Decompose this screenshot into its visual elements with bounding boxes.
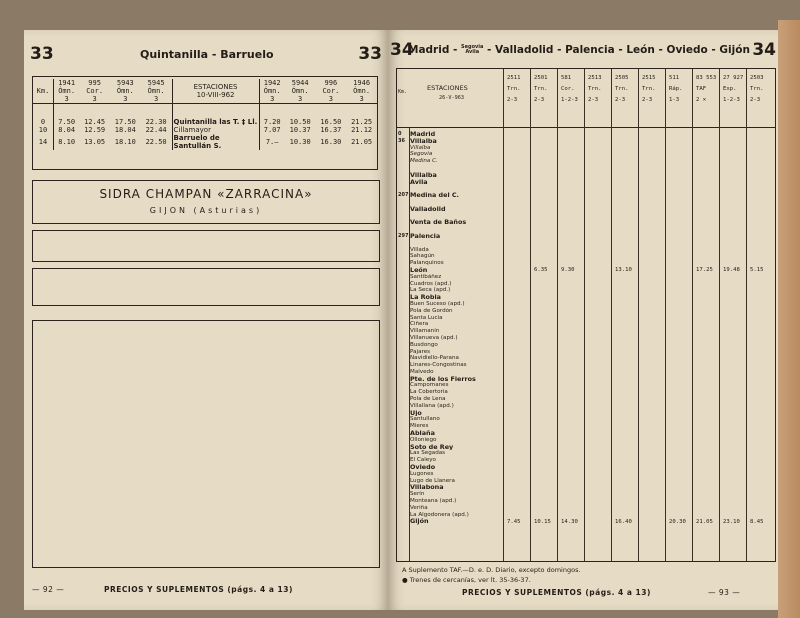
title-segovia: Segovia [461, 44, 484, 50]
station-name: Veriña [410, 504, 428, 511]
train-kind: Ómn. [116, 87, 134, 95]
column-line [665, 69, 666, 561]
column-line [503, 69, 504, 561]
station-row [398, 247, 502, 254]
station-row [398, 315, 502, 322]
train-number: 2511 [507, 75, 521, 81]
station-name: Villabona [410, 484, 444, 492]
page-title [408, 44, 750, 56]
station-name: Gijón [410, 518, 429, 526]
station-row [398, 382, 502, 389]
time-cell: 16.40 [615, 518, 632, 525]
timetable [33, 79, 377, 150]
time-cell: 21.05 [351, 137, 373, 146]
column-line [611, 69, 612, 561]
time-cell: 17.25 [696, 267, 713, 273]
train-number: 27 927 [723, 75, 744, 81]
train-class: 3 [270, 95, 275, 103]
station-row [398, 355, 502, 362]
station-row [398, 410, 502, 417]
station-row [398, 260, 502, 267]
train-kind: TAF [696, 86, 707, 92]
stations-header [172, 79, 259, 104]
table-row [33, 118, 377, 126]
station-name: Villanueva (apd.) [410, 334, 458, 341]
station-name: Villalba [410, 144, 431, 151]
train-class: 3 [123, 95, 128, 103]
station-name: Segovia [410, 151, 433, 158]
station-row [398, 185, 502, 192]
station-row [398, 172, 502, 179]
station-name: Lugones [410, 470, 434, 477]
stations-date: 10-VIII-962 [196, 91, 235, 99]
train-kind: Exp. [723, 86, 737, 92]
train-number: 2513 [588, 75, 602, 81]
station-name: Barruelo de Santullán [173, 133, 220, 150]
km-header: Km. [33, 79, 54, 104]
time-cell: 10.50 [289, 117, 311, 126]
train-kind: Trn. [750, 86, 764, 92]
train-class: 2-3 [615, 97, 626, 103]
page-footer: PRECIOS Y SUPLEMENTOS (págs. 4 a 13) [104, 585, 293, 594]
station-row [398, 213, 502, 220]
train-class: 2-3 [534, 97, 545, 103]
station-row [398, 226, 502, 233]
station-name: Pola de Gordón [410, 307, 453, 314]
train-number: 1941 [58, 79, 76, 87]
station-row [398, 396, 502, 403]
station-name: Malvedo [410, 368, 434, 375]
station-name: Ciñera [410, 321, 429, 328]
station-row [398, 158, 502, 165]
time-cell: 22.30 [141, 118, 172, 126]
title-avila: Avila [465, 49, 480, 55]
quintanilla-table [32, 76, 378, 170]
station-row [398, 199, 502, 206]
time-cell: 8.04 [58, 125, 76, 134]
footer-page-number: — 93 — [708, 588, 741, 597]
station-name: Madrid [410, 131, 436, 138]
time-cell: 18.10 [114, 137, 136, 146]
station-row [398, 219, 502, 226]
station-row [398, 444, 502, 451]
station-row [398, 138, 502, 145]
station-row [398, 349, 502, 356]
time-cell: 12.45 [84, 117, 106, 126]
column-line [557, 69, 558, 561]
train-kind: Ráp. [669, 86, 683, 92]
time-cell: 10.15 [534, 518, 551, 525]
train-number: 2505 [615, 75, 629, 81]
time-cell: 12.59 [84, 125, 106, 134]
time-cell: 19.48 [723, 267, 740, 273]
station-name: Pajares [410, 348, 431, 355]
station-row [398, 471, 502, 478]
station-name: Medina del C. [410, 192, 459, 199]
page-number-right: 34 [752, 40, 776, 60]
time-cell: 16.50 [320, 117, 342, 126]
station-name: La Seca (apd.) [410, 287, 451, 294]
station-row [398, 369, 502, 376]
column-line [584, 69, 585, 561]
station-cell [172, 118, 259, 126]
station-list [398, 131, 502, 525]
time-cell: 13.05 [84, 137, 106, 146]
table-row [33, 134, 377, 150]
km-cell: 297 [398, 232, 409, 239]
train-kind: Ómn. [291, 87, 309, 95]
time-cell: 9.30 [561, 267, 575, 273]
station-name: Avila [410, 178, 428, 186]
km-cell: 0 [33, 118, 54, 126]
advert-box [32, 180, 380, 224]
time-cell: 13.10 [615, 267, 632, 273]
time-cell: 14.30 [561, 518, 578, 525]
station-name: Linares-Congostinas [410, 362, 467, 369]
km-cell: 14 [33, 134, 54, 150]
time-cell: 21.25 [351, 117, 373, 126]
train-class: 1-2-3 [723, 97, 740, 103]
page-number: 34 [390, 40, 414, 60]
train-kind: Cor. [561, 86, 575, 92]
station-row [398, 498, 502, 505]
station-name: Villamanín [410, 328, 440, 335]
train-class: 2-3 [642, 97, 653, 103]
station-row [398, 484, 502, 491]
stations-date: 26-V-963 [439, 95, 464, 101]
time-cell: 8.45 [750, 518, 764, 525]
station-name: Pola de Lena [410, 396, 446, 403]
station-row [398, 165, 502, 172]
time-cell: 18.04 [114, 125, 136, 134]
station-row [398, 328, 502, 335]
station-row [398, 389, 502, 396]
station-name: Santibáñez [410, 273, 442, 280]
time-cell: 22.44 [141, 126, 172, 134]
station-name: Villallana (apd.) [410, 402, 454, 409]
column-line [530, 69, 531, 561]
station-row [398, 362, 502, 369]
station-name: Mieres [410, 423, 429, 430]
time-cell: 22.50 [141, 134, 172, 150]
station-row [398, 274, 502, 281]
train-kind: Ómn. [58, 87, 76, 95]
time-cell: 17.50 [114, 117, 136, 126]
train-number: 5944 [291, 79, 309, 87]
station-row [398, 518, 502, 525]
station-name: Palanquinos [410, 260, 444, 267]
station-cell [172, 134, 259, 150]
station-row [398, 335, 502, 342]
station-row [398, 240, 502, 247]
station-name: León [410, 266, 428, 274]
station-row [398, 423, 502, 430]
station-row [398, 287, 502, 294]
time-cell: 16.37 [320, 125, 342, 134]
km-cell: 10 [33, 126, 54, 134]
title-part: - Valladolid - Palencia - León - Oviedo - Gijón [487, 44, 750, 56]
title-branch [461, 45, 483, 55]
station-cell [172, 126, 259, 134]
train-number: 995 [88, 79, 101, 87]
train-class: 2-3 [588, 97, 599, 103]
station-row [398, 301, 502, 308]
right-page [388, 30, 780, 610]
time-cell: 10.30 [289, 137, 311, 146]
station-row [398, 437, 502, 444]
station-name: Oviedo [410, 464, 436, 471]
train-class: 2-3 [507, 97, 518, 103]
station-row [398, 308, 502, 315]
train-kind: Trn. [588, 86, 602, 92]
station-name: La Robla [410, 294, 441, 301]
station-name: Quintanilla las T. ‡ [173, 117, 246, 126]
right-header [390, 40, 776, 64]
station-name: Serín [410, 491, 425, 498]
train-number: 83 553 [696, 75, 717, 81]
train-class: 1-3 [669, 97, 680, 103]
station-row [398, 145, 502, 152]
time-cell: 8.10 [58, 137, 76, 146]
left-page [24, 30, 388, 610]
page-number-right: 33 [358, 44, 382, 64]
blank-box [32, 268, 380, 306]
station-name: Monteana (apd.) [410, 498, 457, 505]
station-row [398, 342, 502, 349]
time-cell: 21.05 [696, 518, 713, 525]
train-kind: Trn. [534, 86, 548, 92]
km-header: Km. [398, 89, 408, 95]
station-name: La Algodonera (apd.) [410, 511, 469, 518]
train-class: 3 [328, 95, 333, 103]
station-name: Medina C. [410, 158, 438, 165]
column-line [719, 69, 720, 561]
station-name: Santa Lucía [410, 314, 443, 321]
advert-subtitle: GIJON (Asturias) [149, 206, 263, 215]
time-cell: 7.07 [263, 125, 281, 134]
train-kind: Ómn. [353, 87, 371, 95]
station-name: Pte. de los Fierros [410, 375, 476, 383]
time-cell: 23.10 [723, 518, 740, 525]
km-cell: 0 [398, 131, 402, 137]
train-class: 3 [298, 95, 303, 103]
train-class: 2-3 [750, 97, 761, 103]
station-name: Villalba [410, 137, 437, 145]
station-name: Villalba [410, 171, 437, 179]
train-number: 2503 [750, 75, 764, 81]
station-name: Buen Suceso (apd.) [410, 300, 465, 307]
stations-title: ESTACIONES [193, 83, 238, 91]
station-row [398, 267, 502, 274]
time-cell: 7.45 [507, 518, 521, 525]
column-line [638, 69, 639, 561]
station-row [398, 206, 502, 213]
station-row [398, 321, 502, 328]
station-name: Soto de Rey [410, 443, 454, 451]
train-class: 3 [92, 95, 97, 103]
station-row [398, 505, 502, 512]
time-cell: 7.20 [263, 117, 281, 126]
column-line [692, 69, 693, 561]
title-part: Madrid - [408, 44, 458, 56]
time-cell: 7.50 [58, 117, 76, 126]
train-number: 2515 [642, 75, 656, 81]
train-number: 511 [669, 75, 680, 81]
advert-title: SIDRA CHAMPAN «ZARRACINA» [99, 187, 313, 201]
station-row [398, 233, 502, 240]
book-edge [778, 20, 800, 618]
station-row [398, 457, 502, 464]
time-cell: 7.— [265, 137, 279, 146]
station-name: Villada [410, 246, 429, 253]
time-cell: 6.35 [534, 267, 548, 273]
station-row [398, 131, 502, 138]
station-row [398, 376, 502, 383]
station-row [398, 491, 502, 498]
train-number: 996 [324, 79, 338, 87]
station-row [398, 430, 502, 437]
train-number: 5945 [141, 79, 172, 87]
blank-box [32, 320, 380, 568]
station-row [398, 478, 502, 485]
station-row [398, 294, 502, 301]
station-row [398, 192, 502, 199]
station-row [398, 403, 502, 410]
stations-title: ESTACIONES [427, 84, 468, 92]
station-name: Ablaña [410, 430, 435, 437]
train-number: 581 [561, 75, 572, 81]
km-cell: 207 [398, 192, 409, 199]
station-row [398, 253, 502, 260]
train-class: 2 ✕ [696, 97, 707, 103]
train-kind: Cor. [86, 87, 104, 95]
note-a: A Suplemento TAF.—D. e. D. Diario, excepto domingos. [402, 566, 581, 574]
train-kind: Trn. [642, 86, 656, 92]
station-row [398, 281, 502, 288]
time-cell: 5.15 [750, 267, 764, 273]
station-row [398, 450, 502, 457]
train-number: 5943 [116, 79, 134, 87]
time-cell: 10.37 [289, 125, 311, 134]
train-kind: Ómn. [141, 87, 172, 95]
note-b: ● Trenes de cercanías, ver lt. 35-36-37. [402, 576, 531, 584]
main-timetable [396, 68, 776, 562]
station-name: Busdongo [410, 341, 438, 348]
station-name: Palencia [410, 232, 441, 240]
station-name: Cuadros (apd.) [410, 280, 452, 287]
train-number: 1946 [353, 79, 371, 87]
station-row [398, 151, 502, 158]
page-number: 33 [30, 44, 54, 64]
station-name: La Cobertoria [410, 389, 448, 396]
station-name: Santullano [410, 416, 440, 423]
station-name: Venta de Baños [410, 219, 467, 227]
station-mark: S. [213, 141, 222, 150]
time-cell: 21.12 [351, 125, 373, 134]
train-kind: Trn. [507, 86, 521, 92]
station-name: Ujo [410, 409, 422, 417]
station-name: Las Segadas [410, 450, 446, 457]
train-class: 3 [141, 95, 172, 104]
train-class: 3 [64, 95, 69, 103]
station-row [398, 416, 502, 423]
km-cell: 36 [398, 137, 405, 144]
station-mark: Ll. [247, 117, 258, 126]
station-name: Olloniego [410, 436, 437, 443]
train-number: 2501 [534, 75, 548, 81]
time-cell: 16.30 [320, 137, 342, 146]
station-name: Valladolid [410, 205, 446, 213]
station-row [398, 512, 502, 519]
station-name: Sahagún [410, 253, 435, 260]
train-number: 1942 [263, 79, 281, 87]
train-kind: Cor. [322, 87, 340, 95]
left-header [30, 44, 382, 66]
station-name: Cillamayor [173, 125, 211, 134]
station-row [398, 179, 502, 186]
station-row [398, 464, 502, 471]
station-name: El Caleyo [410, 457, 436, 464]
station-name: Lugo de Llanera [410, 477, 455, 484]
page-title: Quintanilla - Barruelo [140, 48, 274, 61]
time-cell: 20.30 [669, 518, 686, 525]
column-line [746, 69, 747, 561]
blank-box [32, 230, 380, 262]
train-kind: Ómn. [263, 87, 281, 95]
page-footer: PRECIOS Y SUPLEMENTOS (págs. 4 a 13) [462, 588, 651, 597]
table-row [33, 126, 377, 134]
train-kind: Trn. [615, 86, 629, 92]
train-class: 3 [359, 95, 364, 103]
train-class: 1-2-3 [561, 97, 578, 103]
station-name: Campomanes [410, 382, 449, 389]
station-name: Navidiello-Parana [410, 355, 459, 362]
footer-page-number: — 92 — [32, 585, 65, 594]
